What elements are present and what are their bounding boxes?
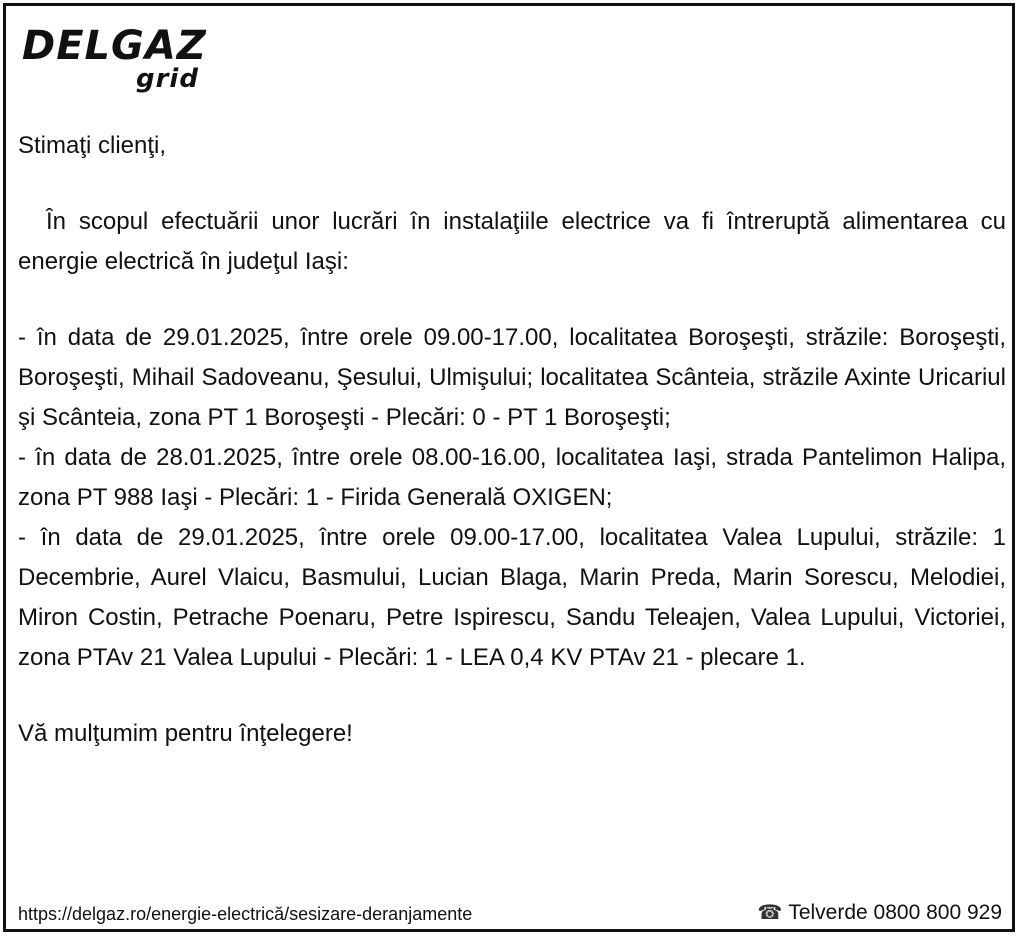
logo-name: DELGAZ xyxy=(22,23,207,69)
outage-item-2: - în data de 28.01.2025, între orele 08.00-16.00, localitatea Iaşi, strada Pantelimon Halipa, zona PT 988 Iaşi - Plecări: 1 - Firida Generală OXIGEN; xyxy=(18,444,1006,511)
footer-url: https://delgaz.ro/energie-electrică/sesizare-deranjamente xyxy=(18,904,473,924)
logo-sub: grid xyxy=(136,64,199,94)
phone-number: Telverde 0800 800 929 xyxy=(788,901,1002,924)
thanks-line: Vă mulţumim pentru înţelegere! xyxy=(18,720,353,747)
telephone-icon: ☎ xyxy=(757,902,783,924)
letter-body xyxy=(18,126,1006,754)
delgaz-grid-logo xyxy=(22,24,222,100)
outage-item-3: - în data de 29.01.2025, între orele 09.00-17.00, localitatea Valea Lupului, străzile: 1 Decembrie, Aurel Vlaicu, Basmului, Lucian Blaga, Marin Preda, Marin Sorescu, Melodiei, Miron Costin, Petrache Poenaru, Petre Ispirescu, Sandu Teleajen, Valea Lupului, Victoriei, zona PTAv 21 Valea Lupului - Plecări: 1 - LEA 0,4 KV PTAv 21 - plecare 1. xyxy=(18,524,1006,671)
intro-paragraph: În scopul efectuării unor lucrări în instalaţiile electrice va fi întreruptă alimentarea cu energie electrică în judeţul Iaşi: xyxy=(18,208,1006,275)
footer-phone xyxy=(757,900,1002,926)
greeting: Stimaţi clienţi, xyxy=(18,132,167,159)
outage-item-1: - în data de 29.01.2025, între orele 09.00-17.00, localitatea Boroşeşti, străzile: Boroşeşti, Boroşeşti, Mihail Sadoveanu, Şesului, Ulmişului; localitatea Scânteia, străzile Axinte Uricariul şi Scânteia, zona PT 1 Boroşeşti - Plecări: 0 - PT 1 Boroşeşti; xyxy=(18,324,1006,431)
